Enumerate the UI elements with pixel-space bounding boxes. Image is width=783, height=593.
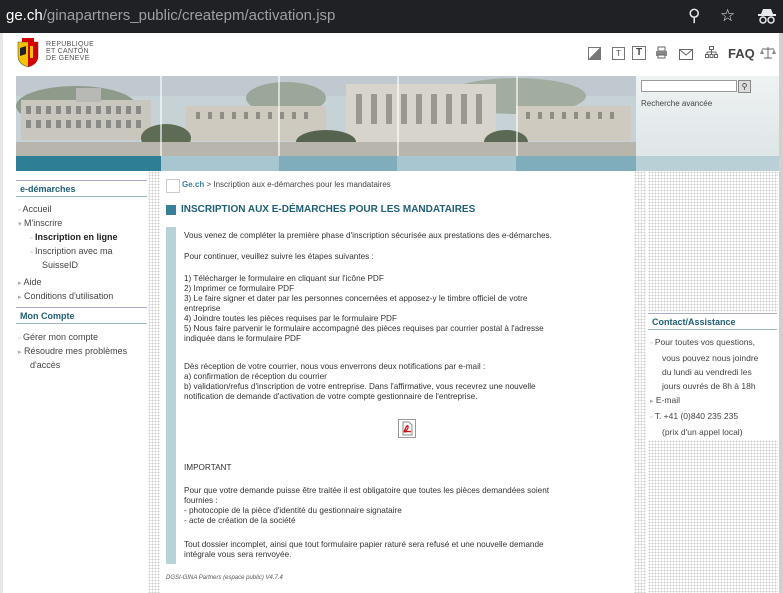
banner-stripe: [16, 156, 161, 171]
expanded-arrow-icon: ▾: [18, 221, 22, 228]
sitemap-icon[interactable]: [705, 46, 718, 64]
step-line: 4) Joindre toutes les pièces requises par le formulaire PDF: [184, 314, 397, 323]
square-bullet-icon: ▫: [30, 235, 33, 242]
banner-stripe: [279, 156, 397, 171]
collapsed-arrow-icon: ▸: [18, 280, 22, 287]
nav-item-minscrire[interactable]: [18, 217, 62, 231]
search-button[interactable]: ⚲: [738, 80, 751, 93]
nav-item-inscription-en-ligne[interactable]: [30, 231, 118, 245]
banner-stripe: [161, 156, 279, 171]
breadcrumb-current: Inscription aux e-démarches pour les mandataires: [213, 180, 391, 189]
phone-number: T. +41 (0)840 235 235: [654, 411, 739, 421]
pdf-download-icon[interactable]: [398, 419, 416, 438]
notification-line: b) validation/refus d'inscription de votre entreprise. Dans l'affirmative, vous recevrez une nouvelle: [184, 382, 536, 391]
dotted-separator: [634, 171, 646, 593]
important-line: fournies :: [184, 496, 218, 505]
important-line: - acte de création de la société: [184, 516, 296, 525]
dotted-panel: [648, 440, 778, 593]
nav-label: SuisseID: [42, 260, 79, 270]
warning-line: Tout dossier incomplet, ainsi que tout formulaire papier raturé sera refusé et une nouvelle demande: [184, 540, 544, 549]
important-text: [184, 486, 629, 526]
step-line: indiquée dans le formulaire PDF: [184, 334, 301, 343]
warning-line: intégrale vous sera renvoyée.: [184, 550, 292, 559]
content-side-bar: [166, 227, 176, 564]
page-title: INSCRIPTION AUX E-DÉMARCHES POUR LES MANDATAIRES: [181, 204, 476, 215]
continue-text: Pour continuer, veuillez suivre les étapes suivantes :: [184, 252, 374, 261]
step-line: 2) Imprimer ce formulaire PDF: [184, 284, 295, 293]
notification-line: a) confirmation de réception du courrier: [184, 372, 327, 381]
bookmark-star-icon[interactable]: ☆: [720, 6, 736, 25]
logo-line: REPUBLIQUE: [46, 41, 95, 48]
faq-link[interactable]: FAQ: [728, 46, 755, 61]
nav-item-inscription-suisseid[interactable]: [30, 245, 113, 271]
contact-line: du lundi au vendredi les: [662, 367, 752, 377]
logo-text: [46, 41, 94, 62]
print-icon[interactable]: [655, 46, 668, 64]
email-link[interactable]: [650, 393, 758, 409]
important-label: IMPORTANT: [184, 463, 232, 472]
breadcrumb-separator: >: [206, 180, 212, 189]
nav-label: d'accès: [30, 360, 61, 370]
square-bullet-icon: ▫: [18, 207, 21, 214]
banner-stripe: [516, 156, 636, 171]
breadcrumb-home-icon[interactable]: [166, 179, 180, 193]
notification-line: notification de demande d'activation de votre compte gestionnaire de l'entreprise.: [184, 392, 478, 401]
geneva-coat-of-arms-logo[interactable]: [16, 38, 40, 68]
nav-label: Inscription avec ma: [35, 246, 113, 256]
dotted-separator: [148, 171, 160, 593]
notification-text: [184, 362, 629, 402]
warning-text: [184, 540, 629, 560]
window-border-right: [779, 33, 783, 593]
contact-line: Pour toutes vos questions,: [654, 337, 756, 347]
nav-section-mon-compte: Mon Compte: [16, 307, 147, 324]
collapsed-arrow-icon: ▸: [18, 349, 22, 356]
intro-text: Vous venez de compléter la première phase d'inscription sécurisée aux prestations des e-démarches.: [184, 231, 552, 240]
nav-section-edemarches: e-démarches: [16, 180, 147, 197]
contact-line: vous pouvez nous joindre: [662, 353, 759, 363]
title-marker: [166, 205, 176, 215]
square-bullet-icon: ▫: [650, 340, 653, 347]
phone-note: (prix d'un appel local): [662, 427, 743, 437]
text-size-large-icon[interactable]: T: [632, 46, 646, 60]
nav-label: M'inscrire: [24, 218, 63, 228]
breadcrumb: [182, 180, 391, 189]
nav-item-gerer-compte[interactable]: [18, 331, 98, 345]
nav-label: Conditions d'utilisation: [24, 291, 114, 301]
important-line: Pour que votre demande puisse être traitée il est obligatoire que toutes les pièces demandées soient: [184, 486, 550, 495]
contact-header: Contact/Assistance: [648, 313, 777, 330]
address-bar[interactable]: [6, 7, 335, 24]
steps-list: [184, 274, 629, 344]
header-banner-image: [16, 76, 636, 156]
nav-item-resoudre-problemes[interactable]: [18, 345, 127, 371]
banner-stripe: [397, 156, 516, 171]
contact-line: jours ouvrés de 8h à 18h: [662, 381, 756, 391]
mail-icon[interactable]: [679, 47, 693, 65]
collapsed-arrow-icon: ▸: [650, 398, 654, 405]
legal-scales-icon[interactable]: [760, 46, 776, 64]
logo-line: DE GENEVE: [46, 55, 90, 62]
nav-label: Inscription en ligne: [35, 232, 118, 242]
breadcrumb-home-link[interactable]: Ge.ch: [182, 180, 205, 189]
collapsed-arrow-icon: ▸: [18, 294, 22, 301]
contact-info: [650, 335, 758, 439]
square-bullet-icon: ▫: [18, 335, 21, 342]
advanced-search-link[interactable]: Recherche avancée: [641, 99, 713, 108]
browser-toolbar: [0, 0, 783, 33]
step-line: 5) Nous faire parvenir le formulaire accompagné des pièces requises par courrier postal à l'adresse: [184, 324, 544, 333]
square-bullet-icon: ▫: [650, 414, 653, 421]
email-label: E-mail: [655, 395, 680, 405]
dotted-panel: [648, 171, 778, 311]
url-domain: ge.ch: [6, 7, 43, 24]
nav-label: Accueil: [22, 204, 52, 214]
logo-line: ET CANTON: [46, 48, 89, 55]
nav-label: Aide: [23, 277, 42, 287]
nav-label: Gérer mon compte: [23, 332, 99, 342]
url-path: /ginapartners_public/createpm/activation.jsp: [42, 7, 336, 24]
search-input[interactable]: [641, 80, 737, 92]
banner-stripe: [636, 156, 779, 171]
step-line: 3) Le faire signer et dater par les personnes concernées et apposez-y le timbre officiel de votre: [184, 294, 528, 303]
zoom-icon[interactable]: ⚲: [688, 6, 701, 25]
step-line: 1) Télécharger le formulaire en cliquant sur l'icône PDF: [184, 274, 384, 283]
nav-item-conditions[interactable]: [18, 290, 113, 304]
version-footer: DGSI-GINA Partners (espace public) V4.7.4: [166, 575, 283, 581]
incognito-icon[interactable]: [757, 8, 777, 24]
notification-line: Dès réception de votre courrier, nous vous enverrons deux notifications par e-mail :: [184, 362, 486, 371]
contrast-icon[interactable]: [588, 47, 601, 60]
nav-item-accueil[interactable]: [18, 203, 52, 217]
step-line: entreprise: [184, 304, 221, 313]
text-size-small-icon[interactable]: T: [612, 47, 625, 60]
square-bullet-icon: ▫: [30, 249, 33, 256]
nav-item-aide[interactable]: [18, 276, 42, 290]
important-line: - photocopie de la pièce d'identité du gestionnaire signataire: [184, 506, 402, 515]
nav-label: Résoudre mes problèmes: [24, 346, 128, 356]
window-border-left: [0, 33, 3, 593]
